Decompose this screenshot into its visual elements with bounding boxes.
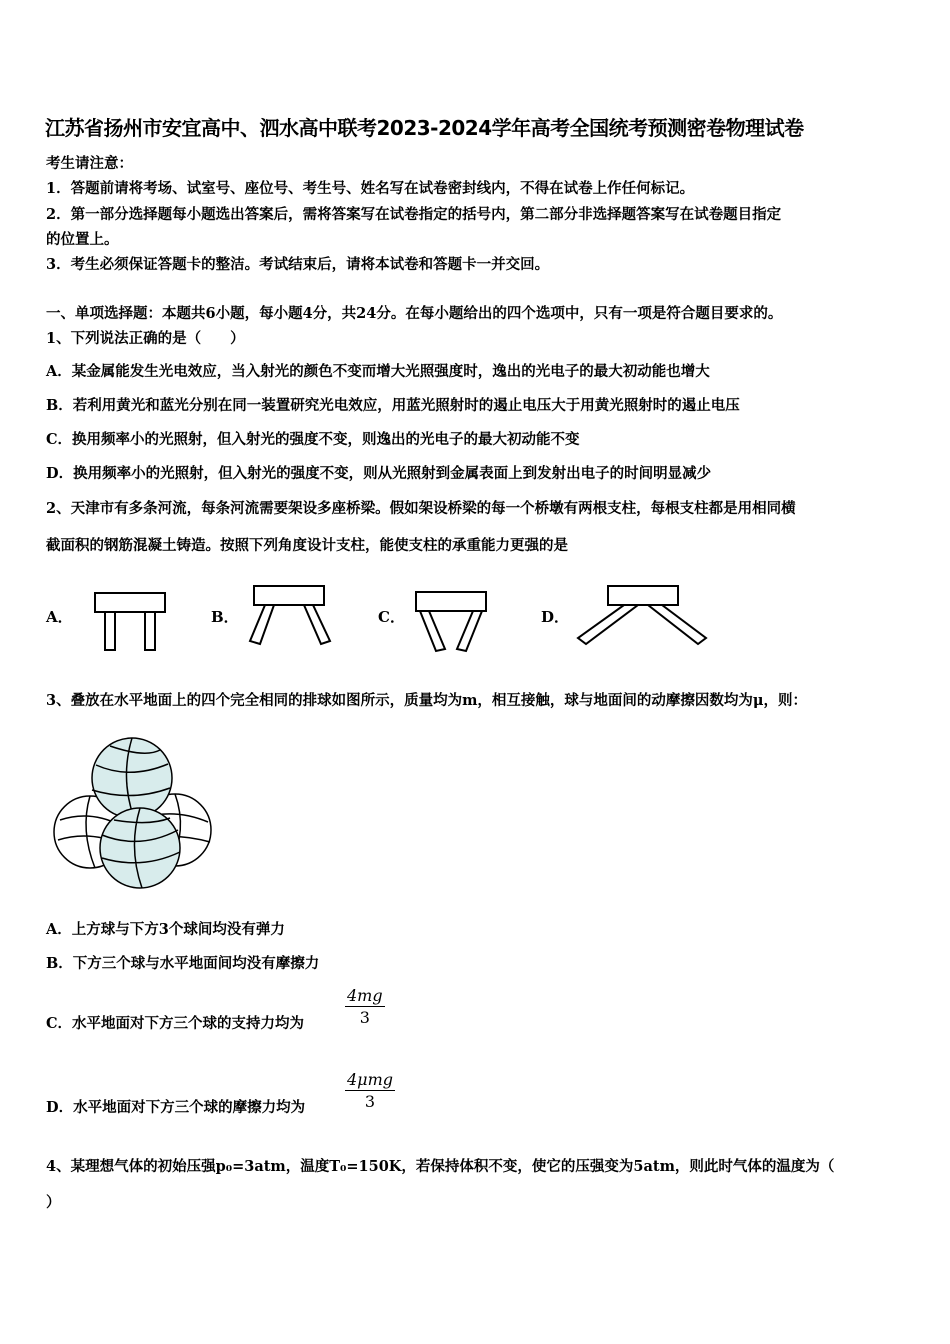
q3-option-b: B．下方三个球与水平地面间均没有摩擦力: [46, 955, 320, 972]
notice-item-2-cont: 的位置上。: [46, 231, 119, 248]
section1-heading: 一、单项选择题：本题共6小题，每小题4分，共24分。在每小题给出的四个选项中，只有一项是符合题目要求的。: [46, 305, 783, 322]
q2-figure-b: [244, 582, 334, 648]
q1-option-a: A．某金属能发生光电效应，当入射光的颜色不变而增大光照强度时，逸出的光电子的最大初动能也增大: [46, 363, 710, 380]
q3-stem: 3、叠放在水平地面上的四个完全相同的排球如图所示，质量均为m，相互接触，球与地面间的动摩擦因数均为μ，则：: [46, 692, 808, 709]
q3-option-d-fraction: [345, 1070, 395, 1111]
q1-option-c: C．换用频率小的光照射，但入射光的强度不变，则逸出的光电子的最大初动能不变: [46, 431, 580, 448]
fraction-denominator: 3: [364, 1092, 376, 1111]
fraction-denominator: 3: [359, 1008, 370, 1027]
q3-option-c: C．水平地面对下方三个球的支持力均为: [46, 1015, 305, 1032]
q3-option-d: D．水平地面对下方三个球的摩擦力均为: [46, 1099, 306, 1116]
notice-heading: 考生请注意：: [46, 155, 133, 172]
q2-figure-c: [410, 588, 492, 654]
q2-stem-1: 2、天津市有多条河流，每条河流需要架设多座桥梁。假如架设桥梁的每一个桥墩有两根支柱，每根支柱都是用相同横: [46, 500, 796, 517]
fraction-numerator: 4mg: [347, 986, 383, 1005]
q1-option-b: B．若利用黄光和蓝光分别在同一装置研究光电效应，用蓝光照射时的遏止电压大于用黄光照射时的遏止电压: [46, 397, 740, 414]
q2-label-a: A．: [46, 608, 73, 626]
q3-option-c-fraction: [345, 986, 385, 1027]
q2-label-b: B．: [211, 608, 239, 626]
q4-stem-1: 4、某理想气体的初始压强p₀=3atm，温度T₀=150K，若保持体积不变，使它的压强变为5atm，则此时气体的温度为（: [46, 1158, 835, 1175]
q1-stem: 1、下列说法正确的是（ ）: [46, 330, 245, 347]
q3-volleyball-figure: [50, 730, 220, 895]
fraction-numerator: 4μmg: [347, 1070, 393, 1089]
q2-label-c: C．: [378, 608, 405, 626]
notice-item-1: 1．答题前请将考场、试室号、座位号、考生号、姓名写在试卷密封线内，不得在试卷上作任何标记。: [46, 180, 695, 197]
q1-option-d: D．换用频率小的光照射，但入射光的强度不变，则从光照射到金属表面上到发射出电子的时间明显减少: [46, 465, 712, 482]
q4-stem-2: ）: [46, 1194, 61, 1211]
notice-item-3: 3．考生必须保证答题卡的整洁。考试结束后，请将本试卷和答题卡一并交回。: [46, 256, 550, 273]
q2-figure-d: [574, 582, 712, 648]
page-title: 江苏省扬州市安宜高中、泗水高中联考2023-2024学年高考全国统考预测密卷物理试卷: [45, 116, 804, 140]
q2-figure-a: [90, 588, 170, 654]
notice-item-2: 2．第一部分选择题每小题选出答案后，需将答案写在试卷指定的括号内，第二部分非选择题答案写在试卷题目指定: [46, 206, 782, 223]
q2-label-d: D．: [541, 608, 570, 626]
q3-option-a: A．上方球与下方3个球间均没有弹力: [46, 921, 285, 938]
q2-stem-2: 截面积的钢筋混凝土铸造。按照下列角度设计支柱，能使支柱的承重能力更强的是: [46, 537, 568, 554]
